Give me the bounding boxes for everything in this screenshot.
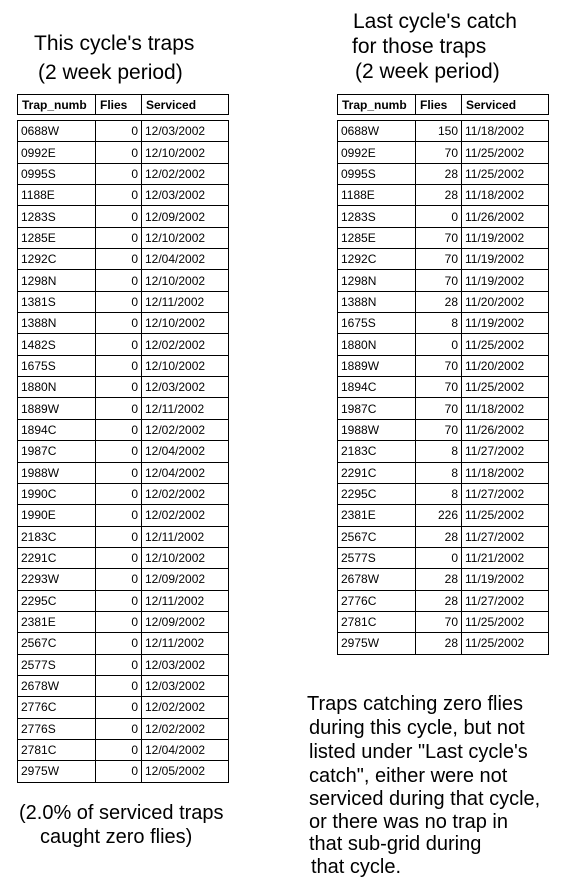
- trap-number-cell: 2293W: [18, 569, 96, 590]
- flies-cell: 28: [416, 526, 462, 547]
- table-row: [338, 441, 549, 462]
- flies-cell: 0: [96, 761, 142, 782]
- flies-cell: 0: [416, 206, 462, 227]
- serviced-date-cell: 11/20/2002: [462, 291, 549, 312]
- serviced-date-cell: 12/02/2002: [142, 505, 229, 526]
- table-row: [18, 163, 229, 184]
- table-row: [338, 483, 549, 504]
- trap-number-cell: 1381S: [18, 291, 96, 312]
- table-row: [338, 526, 549, 547]
- trap-number-cell: 1990C: [18, 483, 96, 504]
- flies-cell: 70: [416, 419, 462, 440]
- serviced-date-cell: 11/25/2002: [462, 334, 549, 355]
- trap-number-cell: 2678W: [18, 675, 96, 696]
- table-row: [338, 291, 549, 312]
- trap-number-cell: 0995S: [18, 163, 96, 184]
- flies-cell: 28: [416, 291, 462, 312]
- trap-number-cell: 1388N: [338, 291, 416, 312]
- table-row: [338, 334, 549, 355]
- table-row: [18, 227, 229, 248]
- left-heading-line-1: This cycle's traps: [34, 32, 195, 55]
- trap-number-cell: 2183C: [18, 526, 96, 547]
- serviced-date-cell: 11/25/2002: [462, 163, 549, 184]
- table-row: [338, 163, 549, 184]
- flies-cell: 150: [416, 121, 462, 142]
- table-row: [338, 142, 549, 163]
- serviced-date-cell: 11/19/2002: [462, 249, 549, 270]
- flies-cell: 0: [96, 227, 142, 248]
- table-row: [18, 547, 229, 568]
- flies-cell: 0: [96, 313, 142, 334]
- table-row: [18, 185, 229, 206]
- table-row: [338, 249, 549, 270]
- table-row: [18, 718, 229, 739]
- trap-number-cell: 1675S: [18, 355, 96, 376]
- table-row: [18, 483, 229, 504]
- serviced-date-cell: 12/11/2002: [142, 526, 229, 547]
- table-row: [18, 313, 229, 334]
- serviced-date-cell: 12/04/2002: [142, 249, 229, 270]
- trap-number-cell: 1283S: [18, 206, 96, 227]
- serviced-date-cell: 12/02/2002: [142, 163, 229, 184]
- trap-number-cell: 2781C: [338, 611, 416, 632]
- left-heading-line-2: (2 week period): [38, 61, 183, 84]
- flies-cell: 0: [96, 377, 142, 398]
- flies-cell: 0: [96, 633, 142, 654]
- flies-cell: 0: [96, 547, 142, 568]
- table-row: [18, 398, 229, 419]
- flies-cell: 0: [96, 163, 142, 184]
- trap-number-cell: 1298N: [18, 270, 96, 291]
- flies-cell: 8: [416, 483, 462, 504]
- trap-number-cell: 2295C: [338, 483, 416, 504]
- table-row: [18, 505, 229, 526]
- trap-number-cell: 2678W: [338, 569, 416, 590]
- table-row: [18, 739, 229, 760]
- trap-number-cell: 1894C: [18, 419, 96, 440]
- trap-number-cell: 1889W: [338, 355, 416, 376]
- table-row: [18, 697, 229, 718]
- serviced-date-cell: 12/04/2002: [142, 441, 229, 462]
- serviced-date-cell: 11/18/2002: [462, 121, 549, 142]
- table-row: [18, 334, 229, 355]
- flies-cell: 0: [96, 718, 142, 739]
- table-row: [18, 441, 229, 462]
- trap-number-cell: 1188E: [338, 185, 416, 206]
- table-row: [18, 462, 229, 483]
- trap-number-cell: 1292C: [18, 249, 96, 270]
- table-row: [18, 633, 229, 654]
- trap-number-cell: 1285E: [18, 227, 96, 248]
- flies-cell: 0: [96, 654, 142, 675]
- trap-number-cell: 1987C: [18, 441, 96, 462]
- flies-cell: 70: [416, 398, 462, 419]
- column-header-serviced: Serviced: [462, 95, 549, 115]
- serviced-date-cell: 12/03/2002: [142, 121, 229, 142]
- note-line-5: serviced during that cycle,: [309, 788, 541, 810]
- flies-cell: 0: [96, 185, 142, 206]
- trap-number-cell: 1675S: [338, 313, 416, 334]
- table-row: [338, 121, 549, 142]
- trap-number-cell: 1880N: [338, 334, 416, 355]
- serviced-date-cell: 11/19/2002: [462, 270, 549, 291]
- serviced-date-cell: 12/05/2002: [142, 761, 229, 782]
- flies-cell: 28: [416, 590, 462, 611]
- serviced-date-cell: 12/03/2002: [142, 675, 229, 696]
- last-cycle-catch-table: [337, 120, 549, 655]
- serviced-date-cell: 11/27/2002: [462, 590, 549, 611]
- flies-cell: 0: [96, 355, 142, 376]
- serviced-date-cell: 12/09/2002: [142, 569, 229, 590]
- serviced-date-cell: 12/04/2002: [142, 739, 229, 760]
- trap-number-cell: 1292C: [338, 249, 416, 270]
- flies-cell: 0: [96, 505, 142, 526]
- table-row: [338, 377, 549, 398]
- note-line-6: or there was no trap in: [309, 811, 508, 833]
- serviced-date-cell: 12/03/2002: [142, 185, 229, 206]
- serviced-date-cell: 12/02/2002: [142, 697, 229, 718]
- table-row: [338, 206, 549, 227]
- serviced-date-cell: 12/02/2002: [142, 334, 229, 355]
- serviced-date-cell: 12/11/2002: [142, 633, 229, 654]
- serviced-date-cell: 11/27/2002: [462, 483, 549, 504]
- right-table-header: [337, 94, 549, 115]
- serviced-date-cell: 12/11/2002: [142, 590, 229, 611]
- trap-number-cell: 2295C: [18, 590, 96, 611]
- table-row: [18, 569, 229, 590]
- table-row: [338, 633, 549, 654]
- table-row: [18, 291, 229, 312]
- serviced-date-cell: 11/20/2002: [462, 355, 549, 376]
- table-row: [338, 355, 549, 376]
- flies-cell: 28: [416, 633, 462, 654]
- serviced-date-cell: 11/21/2002: [462, 547, 549, 568]
- flies-cell: 0: [96, 483, 142, 504]
- trap-number-cell: 1990E: [18, 505, 96, 526]
- serviced-date-cell: 11/18/2002: [462, 462, 549, 483]
- flies-cell: 8: [416, 441, 462, 462]
- trap-number-cell: 1987C: [338, 398, 416, 419]
- table-row: [338, 398, 549, 419]
- table-row: [338, 419, 549, 440]
- flies-cell: 70: [416, 355, 462, 376]
- serviced-date-cell: 12/10/2002: [142, 227, 229, 248]
- trap-number-cell: 1889W: [18, 398, 96, 419]
- column-header-flies: Flies: [416, 95, 462, 115]
- table-row: [338, 462, 549, 483]
- flies-cell: 0: [96, 291, 142, 312]
- this-cycle-traps-table: [17, 120, 229, 783]
- serviced-date-cell: 12/09/2002: [142, 611, 229, 632]
- flies-cell: 28: [416, 569, 462, 590]
- serviced-date-cell: 12/11/2002: [142, 398, 229, 419]
- right-heading-line-2: for those traps: [352, 35, 487, 58]
- note-line-1: Traps catching zero flies: [307, 693, 524, 715]
- trap-number-cell: 1880N: [18, 377, 96, 398]
- left-table-header: [17, 94, 229, 115]
- trap-number-cell: 1298N: [338, 270, 416, 291]
- trap-number-cell: 2975W: [338, 633, 416, 654]
- note-line-2: during this cycle, but not: [309, 717, 525, 739]
- serviced-date-cell: 12/10/2002: [142, 270, 229, 291]
- flies-cell: 70: [416, 270, 462, 291]
- trap-number-cell: 0995S: [338, 163, 416, 184]
- table-row: [18, 419, 229, 440]
- footnote-line-1: (2.0% of serviced traps: [19, 802, 224, 824]
- serviced-date-cell: 11/19/2002: [462, 313, 549, 334]
- serviced-date-cell: 12/02/2002: [142, 483, 229, 504]
- flies-cell: 0: [416, 547, 462, 568]
- serviced-date-cell: 12/11/2002: [142, 291, 229, 312]
- trap-number-cell: 0992E: [338, 142, 416, 163]
- serviced-date-cell: 12/04/2002: [142, 462, 229, 483]
- trap-number-cell: 2381E: [18, 611, 96, 632]
- table-row: [338, 227, 549, 248]
- trap-number-cell: 1482S: [18, 334, 96, 355]
- column-header-trap: Trap_numb: [338, 95, 416, 115]
- serviced-date-cell: 11/26/2002: [462, 206, 549, 227]
- serviced-date-cell: 12/10/2002: [142, 547, 229, 568]
- flies-cell: 70: [416, 142, 462, 163]
- table-row: [338, 313, 549, 334]
- table-row: [18, 590, 229, 611]
- trap-number-cell: 1988W: [338, 419, 416, 440]
- flies-cell: 0: [96, 697, 142, 718]
- serviced-date-cell: 11/25/2002: [462, 611, 549, 632]
- flies-cell: 0: [96, 249, 142, 270]
- trap-number-cell: 2577S: [338, 547, 416, 568]
- flies-cell: 0: [96, 121, 142, 142]
- serviced-date-cell: 11/25/2002: [462, 633, 549, 654]
- serviced-date-cell: 11/25/2002: [462, 505, 549, 526]
- serviced-date-cell: 11/25/2002: [462, 377, 549, 398]
- note-line-3: listed under "Last cycle's: [309, 741, 528, 763]
- flies-cell: 0: [96, 270, 142, 291]
- flies-cell: 0: [96, 569, 142, 590]
- trap-number-cell: 2577S: [18, 654, 96, 675]
- flies-cell: 70: [416, 227, 462, 248]
- note-line-4: catch", either were not: [309, 765, 508, 787]
- table-row: [18, 270, 229, 291]
- table-row: [18, 761, 229, 782]
- serviced-date-cell: 11/27/2002: [462, 526, 549, 547]
- note-line-8: that cycle.: [311, 856, 402, 878]
- note-line-7: that sub-grid during: [309, 833, 482, 855]
- table-row: [338, 611, 549, 632]
- column-header-serviced: Serviced: [142, 95, 229, 115]
- flies-cell: 0: [96, 590, 142, 611]
- trap-number-cell: 2567C: [338, 526, 416, 547]
- flies-cell: 28: [416, 163, 462, 184]
- serviced-date-cell: 11/25/2002: [462, 142, 549, 163]
- trap-number-cell: 0688W: [338, 121, 416, 142]
- trap-number-cell: 1188E: [18, 185, 96, 206]
- table-row: [338, 185, 549, 206]
- trap-number-cell: 1283S: [338, 206, 416, 227]
- footnote-line-2: caught zero flies): [40, 826, 193, 848]
- serviced-date-cell: 12/10/2002: [142, 355, 229, 376]
- serviced-date-cell: 12/02/2002: [142, 718, 229, 739]
- flies-cell: 0: [96, 441, 142, 462]
- trap-number-cell: 2975W: [18, 761, 96, 782]
- table-row: [18, 611, 229, 632]
- flies-cell: 0: [96, 526, 142, 547]
- column-header-flies: Flies: [96, 95, 142, 115]
- right-heading-line-1: Last cycle's catch: [353, 10, 517, 33]
- trap-number-cell: 2776C: [338, 590, 416, 611]
- flies-cell: 0: [96, 462, 142, 483]
- trap-number-cell: 1988W: [18, 462, 96, 483]
- table-row: [338, 590, 549, 611]
- flies-cell: 8: [416, 313, 462, 334]
- right-heading-line-3: (2 week period): [355, 60, 500, 83]
- flies-cell: 0: [96, 334, 142, 355]
- table-row: [338, 547, 549, 568]
- table-row: [18, 654, 229, 675]
- trap-number-cell: 2776S: [18, 718, 96, 739]
- serviced-date-cell: 12/10/2002: [142, 313, 229, 334]
- serviced-date-cell: 11/18/2002: [462, 398, 549, 419]
- column-header-trap: Trap_numb: [18, 95, 96, 115]
- trap-number-cell: 2567C: [18, 633, 96, 654]
- table-row: [18, 249, 229, 270]
- trap-number-cell: 0688W: [18, 121, 96, 142]
- trap-number-cell: 1388N: [18, 313, 96, 334]
- flies-cell: 0: [96, 419, 142, 440]
- table-row: [338, 505, 549, 526]
- flies-cell: 226: [416, 505, 462, 526]
- trap-number-cell: 0992E: [18, 142, 96, 163]
- trap-number-cell: 2291C: [338, 462, 416, 483]
- flies-cell: 0: [416, 334, 462, 355]
- flies-cell: 0: [96, 142, 142, 163]
- serviced-date-cell: 11/27/2002: [462, 441, 549, 462]
- trap-number-cell: 2183C: [338, 441, 416, 462]
- serviced-date-cell: 12/03/2002: [142, 377, 229, 398]
- trap-number-cell: 2781C: [18, 739, 96, 760]
- serviced-date-cell: 12/10/2002: [142, 142, 229, 163]
- flies-cell: 0: [96, 398, 142, 419]
- table-row: [18, 377, 229, 398]
- flies-cell: 28: [416, 185, 462, 206]
- flies-cell: 0: [96, 206, 142, 227]
- serviced-date-cell: 11/26/2002: [462, 419, 549, 440]
- serviced-date-cell: 12/09/2002: [142, 206, 229, 227]
- serviced-date-cell: 12/03/2002: [142, 654, 229, 675]
- table-row: [18, 675, 229, 696]
- table-row: [18, 206, 229, 227]
- table-row: [18, 526, 229, 547]
- trap-number-cell: 2776C: [18, 697, 96, 718]
- serviced-date-cell: 12/02/2002: [142, 419, 229, 440]
- table-row: [338, 270, 549, 291]
- flies-cell: 0: [96, 611, 142, 632]
- trap-number-cell: 1285E: [338, 227, 416, 248]
- serviced-date-cell: 11/18/2002: [462, 185, 549, 206]
- flies-cell: 70: [416, 249, 462, 270]
- serviced-date-cell: 11/19/2002: [462, 227, 549, 248]
- trap-number-cell: 1894C: [338, 377, 416, 398]
- table-row: [18, 121, 229, 142]
- table-row: [18, 355, 229, 376]
- table-row: [18, 142, 229, 163]
- flies-cell: 70: [416, 611, 462, 632]
- flies-cell: 8: [416, 462, 462, 483]
- flies-cell: 0: [96, 739, 142, 760]
- flies-cell: 70: [416, 377, 462, 398]
- trap-number-cell: 2381E: [338, 505, 416, 526]
- serviced-date-cell: 11/19/2002: [462, 569, 549, 590]
- table-row: [338, 569, 549, 590]
- flies-cell: 0: [96, 675, 142, 696]
- trap-number-cell: 2291C: [18, 547, 96, 568]
